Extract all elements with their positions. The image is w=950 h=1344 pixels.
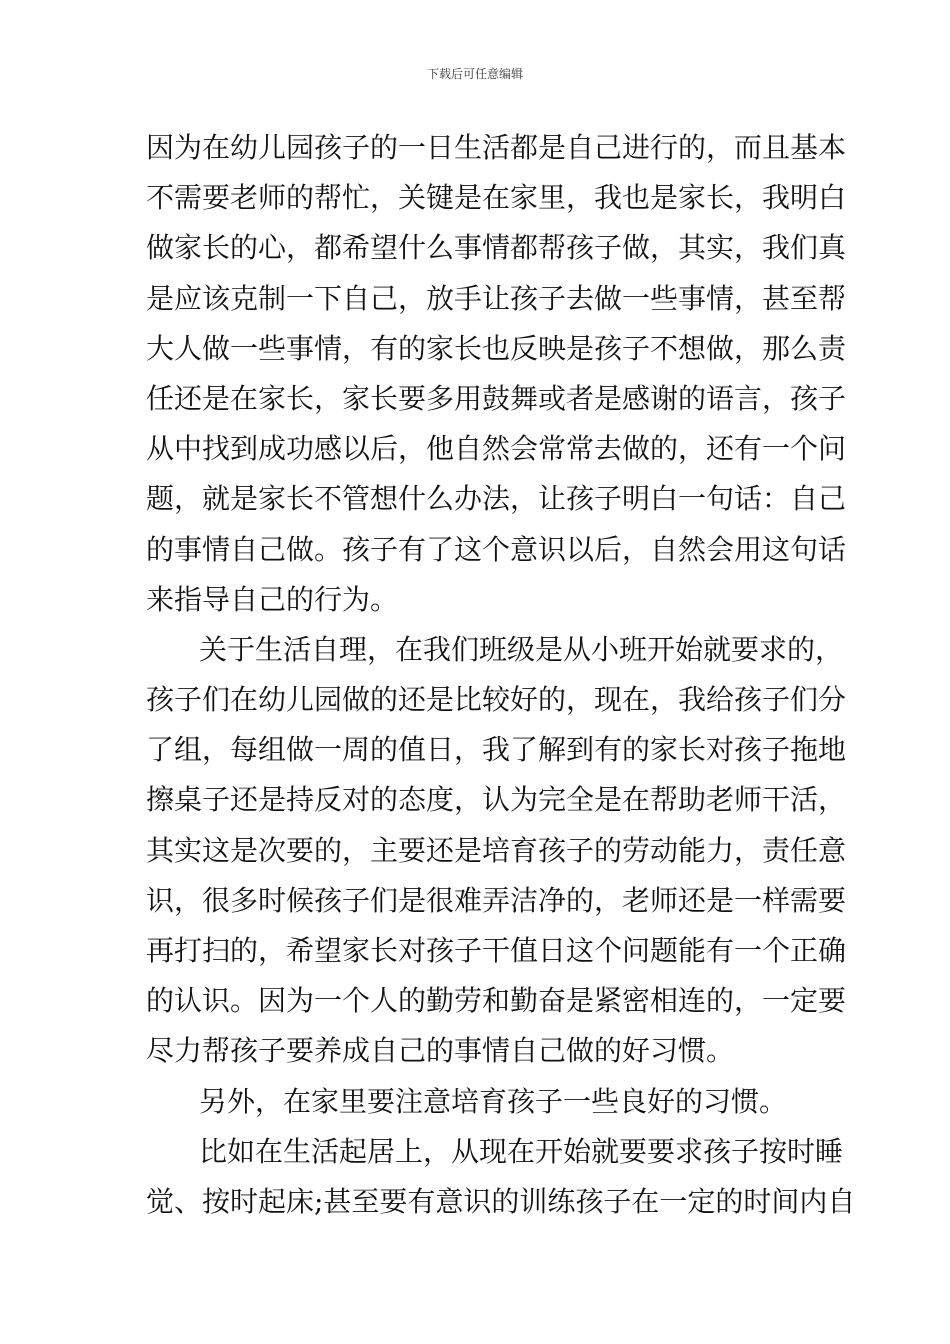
text-line: 再打扫的，希望家长对孩子干值日这个问题能有一个正确 [146, 934, 847, 967]
paragraph-start-line: 另外，在家里要注意培育孩子一些良好的习惯。 [199, 1084, 788, 1118]
text-line: 的认识。因为一个人的勤劳和勤奋是紧密相连的，一定要 [146, 984, 847, 1018]
text-line: 做家长的心，都希望什么事情都帮孩子做，其实，我们真 [146, 231, 847, 265]
text-line: 不需要老师的帮忙，关键是在家里，我也是家长，我明白 [146, 181, 847, 215]
document-body [146, 123, 856, 1227]
text-line: 其实这是次要的，主要还是培育孩子的劳动能力，责任意 [146, 833, 847, 867]
text-line: 觉、按时起床;甚至要有意识的训练孩子在一定的时间内自 [146, 1184, 856, 1218]
text-line: 任还是在家长，家长要多用鼓舞或者是感谢的语言，孩子 [146, 381, 847, 415]
text-line: 大人做一些事情，有的家长也反映是孩子不想做，那么责 [146, 331, 847, 365]
text-line: 识，很多时候孩子们是很难弄洁净的，老师还是一样需要 [146, 883, 847, 917]
text-line: 是应该克制一下自己，放手让孩子去做一些事情，甚至帮 [146, 281, 847, 315]
text-line: 因为在幼儿园孩子的一日生活都是自己进行的，而且基本 [146, 131, 847, 164]
text-line: 孩子们在幼儿园做的还是比较好的，现在，我给孩子们分 [146, 683, 847, 717]
text-line: 尽力帮孩子要养成自己的事情自己做的好习惯。 [146, 1034, 735, 1068]
text-line: 擦桌子还是持反对的态度，认为完全是在帮助老师干活， [146, 783, 847, 817]
text-line: 来指导自己的行为。 [146, 582, 399, 616]
text-line: 的事情自己做。孩子有了这个意识以后，自然会用这句话 [146, 532, 847, 566]
page-header: 下载后可任意编辑 [426, 67, 523, 81]
paragraph-start-line: 关于生活自理，在我们班级是从小班开始就要求的， [199, 632, 844, 666]
text-line: 题，就是家长不管想什么办法，让孩子明白一句话：自己 [146, 482, 847, 516]
text-line: 了组，每组做一周的值日，我了解到有的家长对孩子拖地 [146, 733, 847, 767]
paragraph-start-line: 比如在生活起居上，从现在开始就要要求孩子按时睡 [199, 1134, 844, 1168]
text-line: 从中找到成功感以后，他自然会常常去做的，还有一个问 [146, 432, 847, 466]
